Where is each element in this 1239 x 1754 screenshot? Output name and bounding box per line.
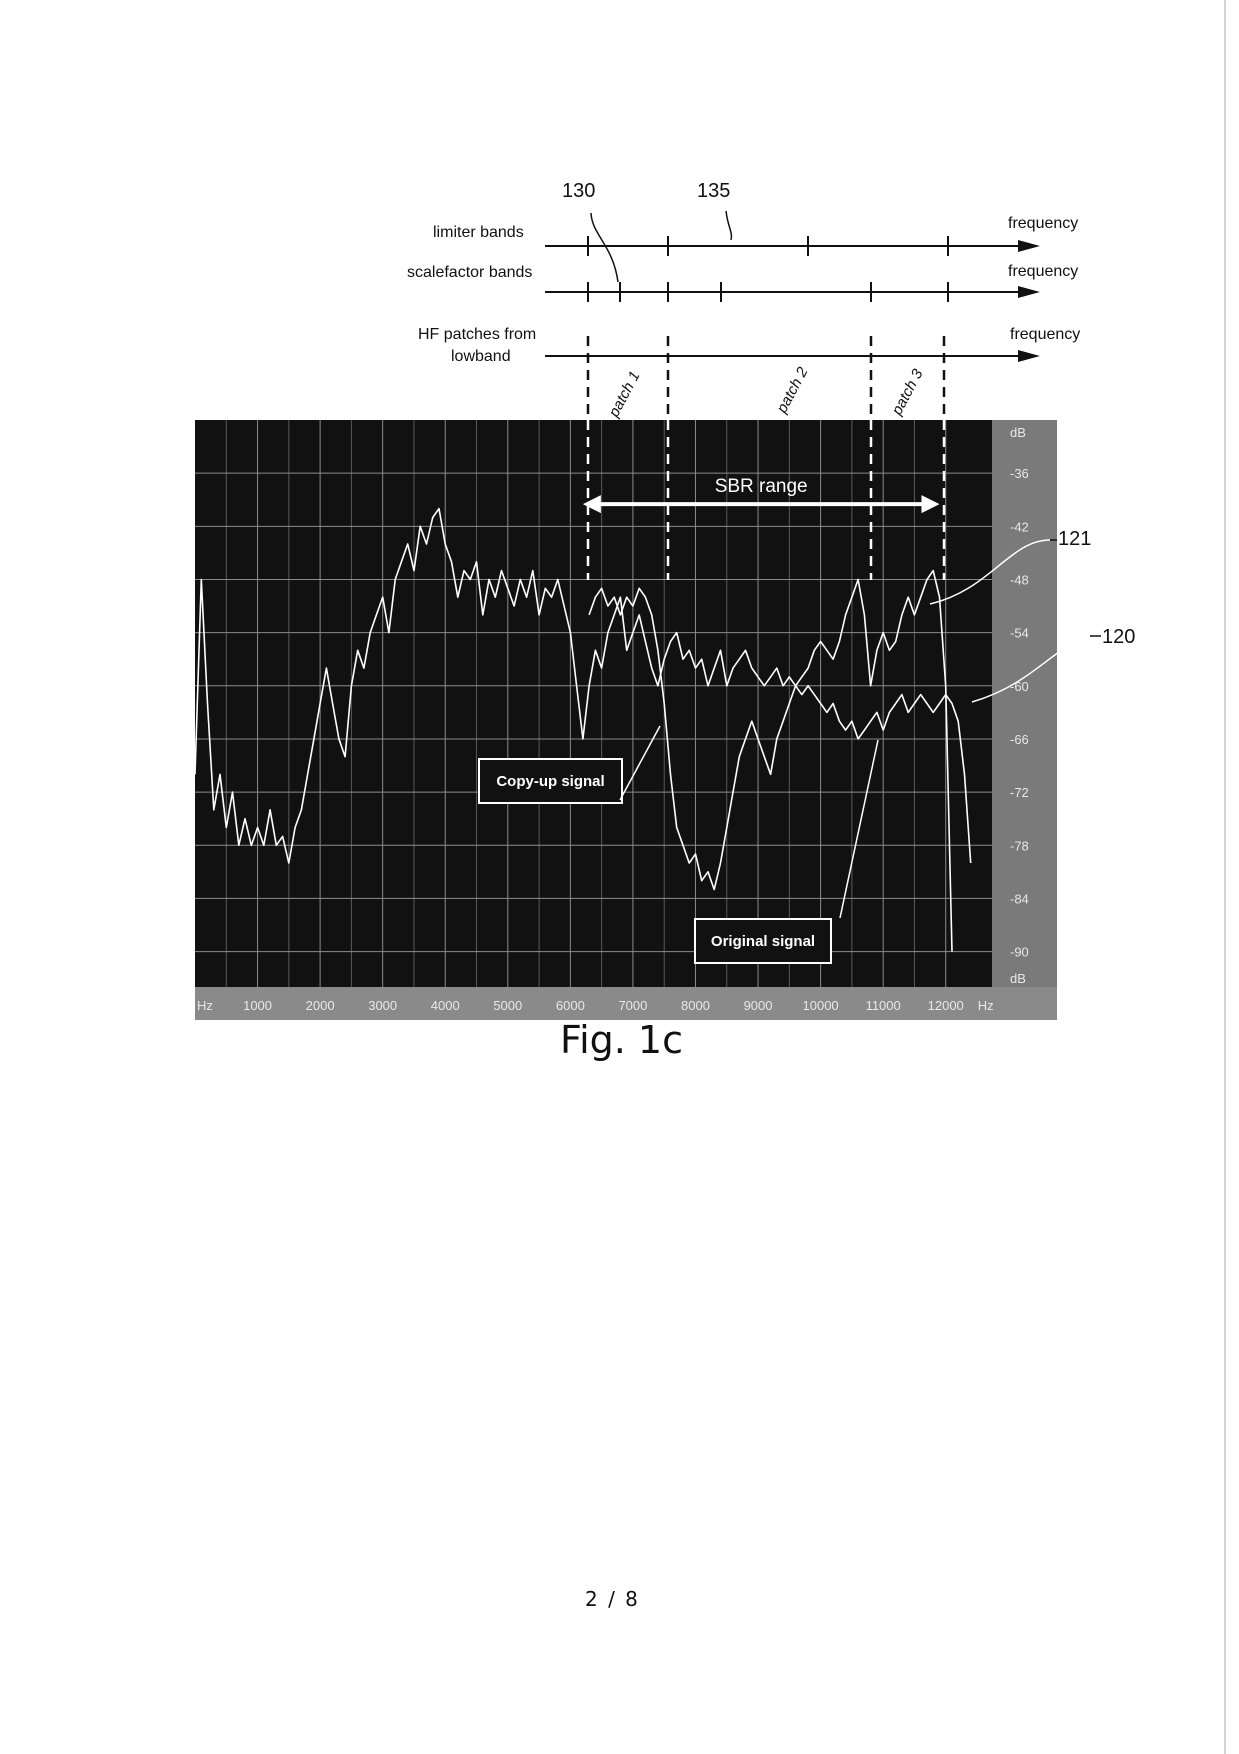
ref-130: 130 — [562, 180, 596, 202]
patch-2-label: patch 2 — [773, 364, 812, 416]
y-tick-label: -60 — [1010, 678, 1029, 694]
x-tick-label: 7000 — [618, 998, 648, 1013]
y-tick-label: -72 — [1010, 785, 1029, 801]
ref-121: 121 — [1058, 528, 1092, 550]
limiter-bands-label: limiter bands — [433, 224, 524, 241]
y-tick-label: -54 — [1010, 625, 1029, 641]
y-tick-label: -42 — [1010, 519, 1029, 535]
limiter-frequency-label: frequency — [1008, 215, 1079, 232]
y-tick-label: -90 — [1010, 944, 1029, 960]
sbr-range-label: SBR range — [714, 476, 808, 498]
patch-3-label: patch 3 — [888, 366, 927, 418]
y-tick-label: -78 — [1010, 838, 1029, 854]
x-tick-label: 12000 — [927, 998, 964, 1013]
x-tick-label: 3000 — [368, 998, 398, 1013]
y-tick-label: -66 — [1010, 731, 1029, 747]
x-tick-label: 1000 — [243, 998, 273, 1013]
leader-original — [840, 740, 878, 918]
x-tick-label: 6000 — [555, 998, 585, 1013]
x-tick-label: Hz — [197, 998, 213, 1013]
scalefactor-bands-label: scalefactor bands — [407, 264, 533, 281]
ref-135: 135 — [697, 180, 731, 202]
x-tick-label: 10000 — [802, 998, 839, 1013]
figure-caption: Fig. 1c — [560, 1018, 683, 1062]
leader-121-inner — [930, 540, 1050, 604]
hf-frequency-label: frequency — [1010, 326, 1081, 343]
x-tick-label: 11000 — [865, 998, 901, 1013]
original-signal-box: Original signal — [694, 918, 832, 964]
x-tick-label: 2000 — [305, 998, 335, 1013]
page-number: 2 / 8 — [585, 1587, 640, 1611]
x-tick-label: 8000 — [681, 998, 710, 1013]
x-tick-label: Hz — [977, 998, 994, 1013]
copy-up-signal-box: Copy-up signal — [478, 758, 623, 804]
patch-1-label: patch 1 — [605, 368, 644, 420]
y-tick-label: dB — [1010, 425, 1026, 440]
leader-120-inner — [972, 636, 1098, 702]
x-tick-label: 4000 — [430, 998, 460, 1013]
hf-patches-label-line2: lowband — [451, 348, 511, 365]
y-tick-label: -36 — [1010, 466, 1029, 482]
scalefactor-frequency-label: frequency — [1008, 263, 1079, 280]
x-tick-label: 9000 — [743, 998, 773, 1013]
y-tick-label: -48 — [1010, 572, 1029, 588]
x-tick-label: 5000 — [493, 998, 523, 1013]
hf-patches-label-line1: HF patches from — [418, 326, 537, 343]
y-tick-label: dB — [1010, 971, 1026, 986]
y-tick-label: -84 — [1010, 891, 1029, 907]
ref-120: 120 — [1102, 626, 1136, 648]
leader-copy-up — [620, 726, 660, 800]
